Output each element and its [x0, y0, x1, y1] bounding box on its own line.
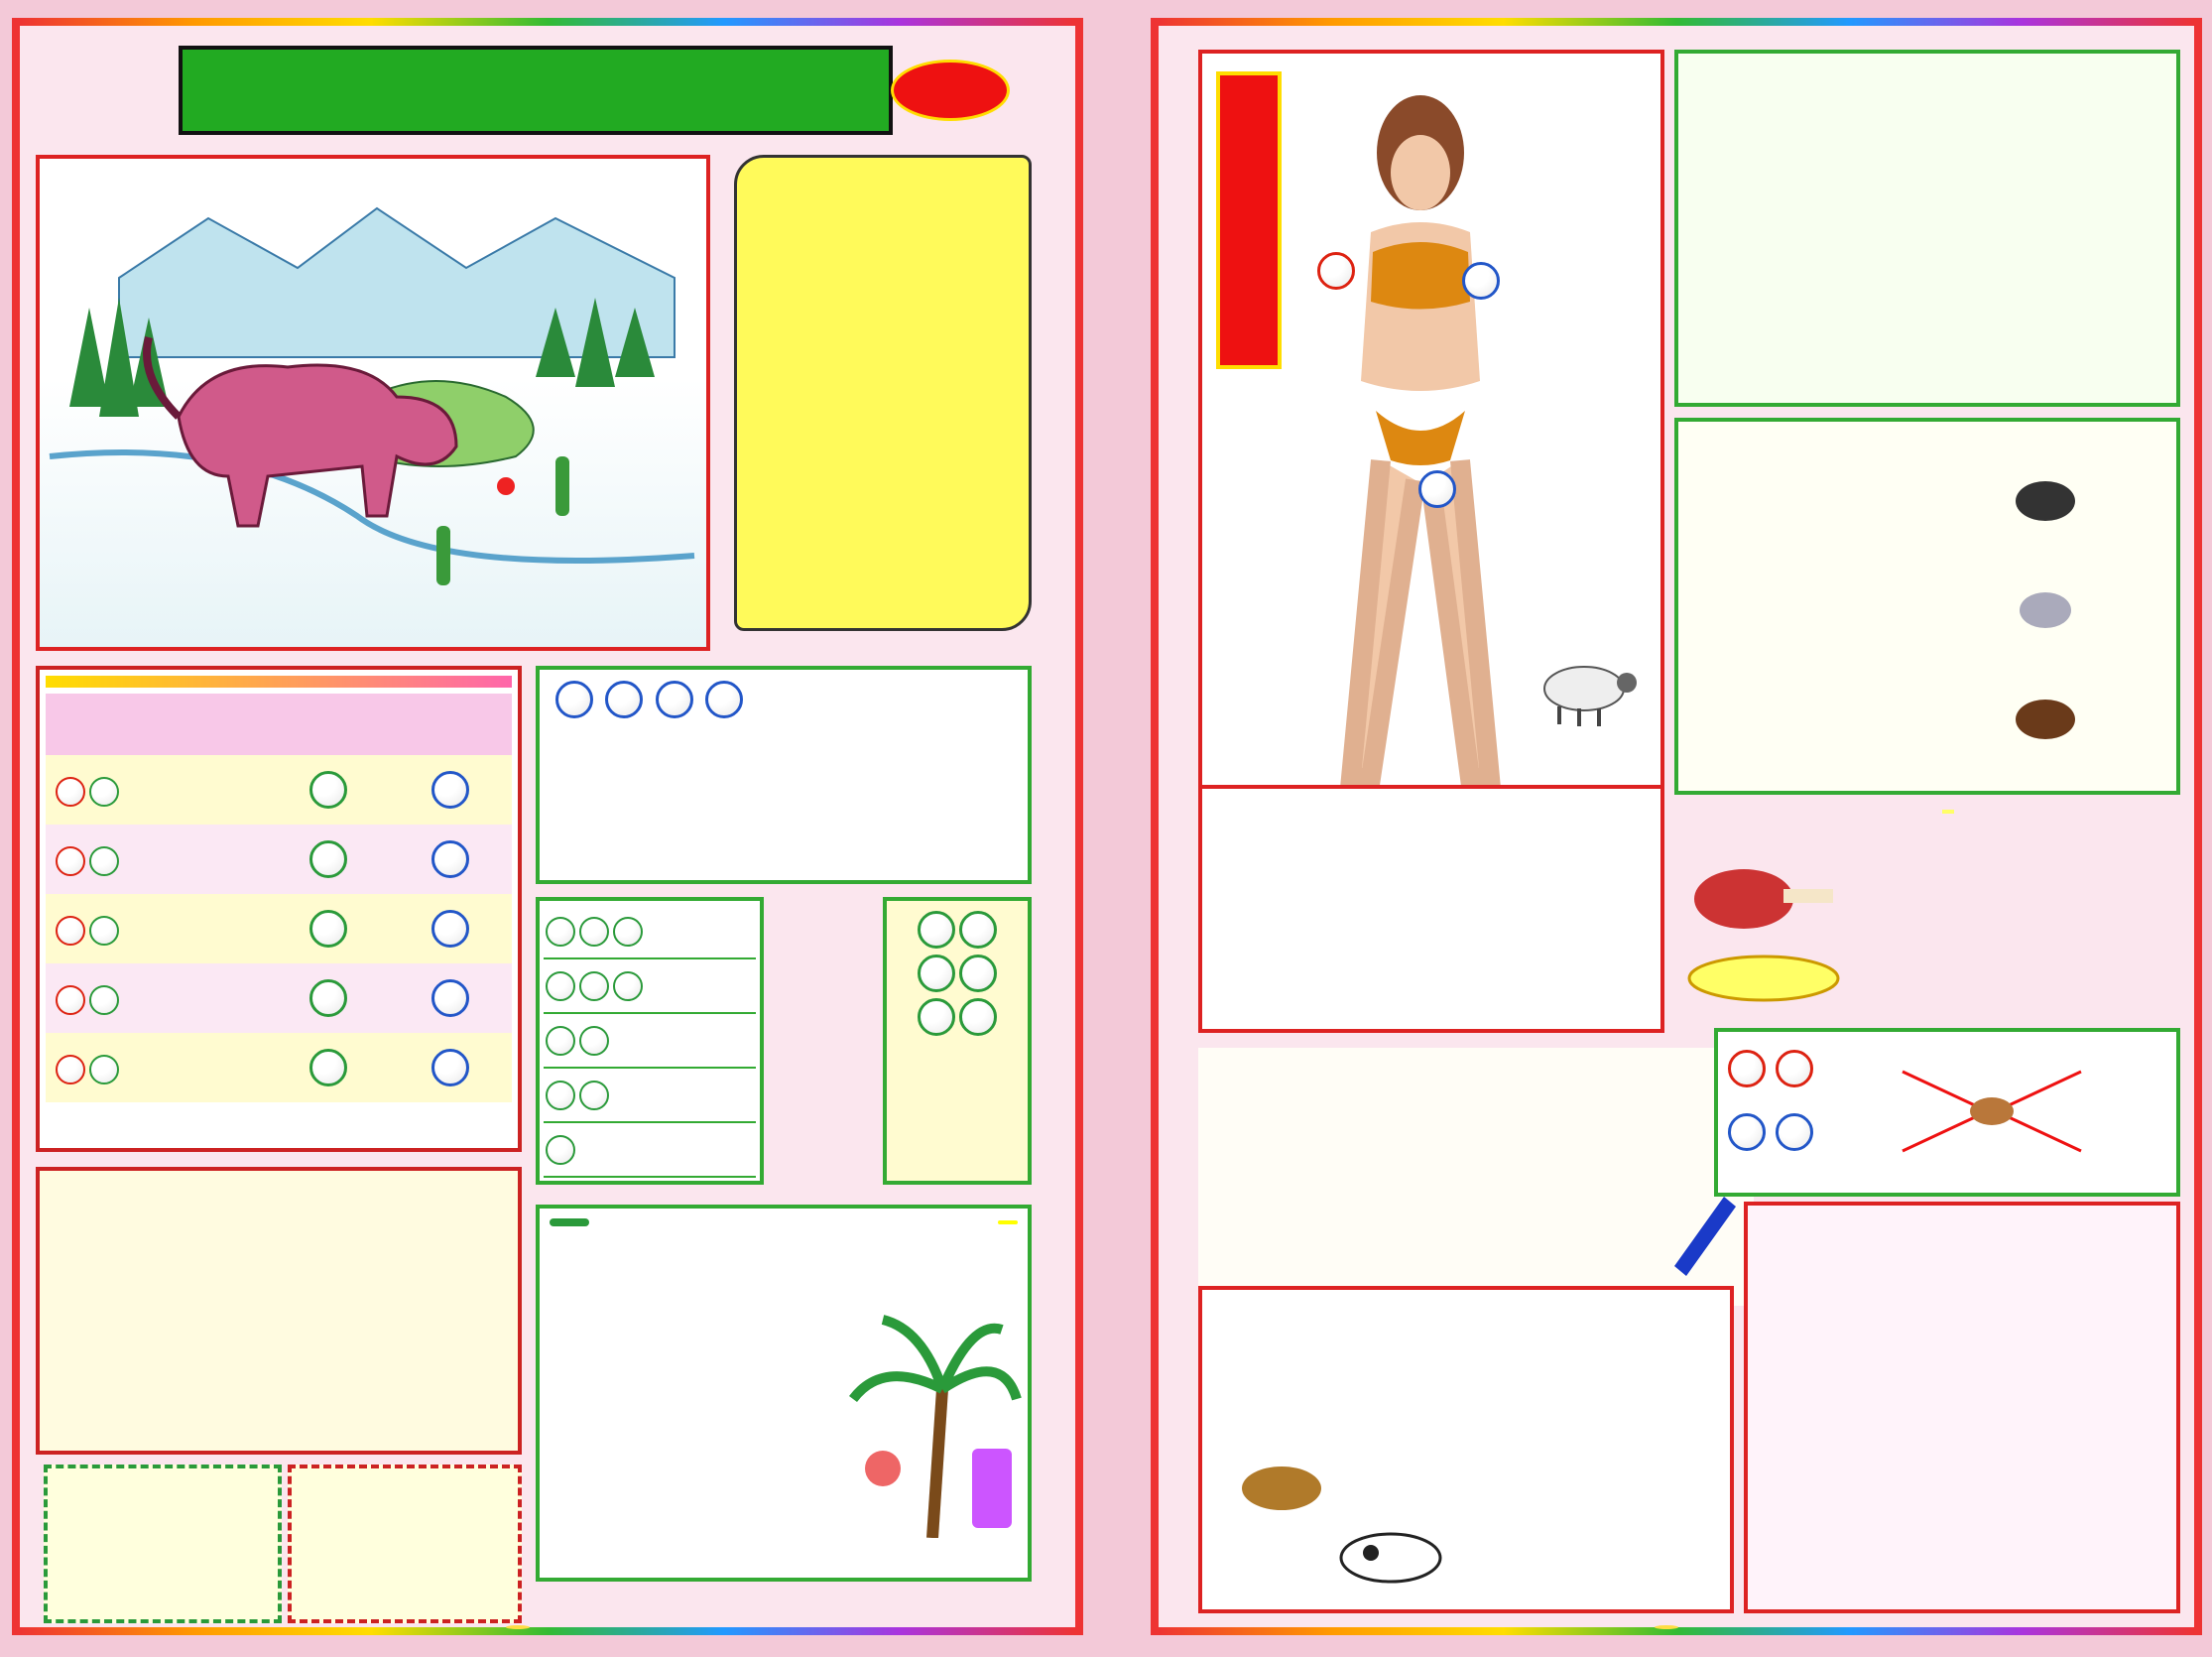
- touma-ball: [1728, 1113, 1766, 1151]
- trend-gate: [46, 894, 267, 963]
- lucky-cell: [163, 1318, 280, 1363]
- cold-cell: [390, 1033, 512, 1102]
- wave-ball: [918, 998, 955, 1036]
- wave-balls: [891, 998, 1024, 1036]
- cold-ball: [431, 771, 469, 809]
- range-end-ball: [89, 916, 119, 946]
- mini-ball: [613, 971, 643, 1001]
- hamster-arrows-icon: [1893, 1062, 2091, 1161]
- special-poem: [770, 897, 879, 1185]
- lucky-cell: [279, 1363, 396, 1409]
- trend-header: [46, 694, 267, 755]
- mini-row: [544, 1014, 756, 1069]
- wave-ball: [959, 998, 997, 1036]
- wave-balls: [891, 955, 1024, 992]
- trend-gate: [46, 1033, 267, 1102]
- big-small-box: [44, 1465, 282, 1623]
- trend-header: [390, 694, 512, 755]
- lucky-cell: [396, 1226, 513, 1272]
- mini-row: [544, 1123, 756, 1178]
- special-ball: [605, 681, 643, 718]
- range-start-ball: [56, 846, 85, 876]
- dog-illustration: [36, 155, 710, 651]
- bisheng-panel: [1674, 418, 2180, 795]
- mini-ball: [546, 1026, 575, 1056]
- lucky-row: [46, 1363, 512, 1409]
- lucky-cell: [396, 1363, 513, 1409]
- hot-ball: [309, 771, 347, 809]
- lucky-cell: [46, 1272, 163, 1318]
- mini-ball: [613, 917, 643, 947]
- photo-ball: [1317, 252, 1355, 290]
- trend-gate: [46, 755, 267, 825]
- hot-ball: [309, 979, 347, 1017]
- title-banner: [179, 46, 893, 135]
- mini-ball: [579, 1081, 609, 1110]
- monkey-cow-icon: [1222, 1449, 1460, 1597]
- model-figure-icon: [1291, 83, 1549, 798]
- shensuan-panel: [1674, 50, 2180, 407]
- mini-ball: [546, 971, 575, 1001]
- cold-ball: [431, 840, 469, 878]
- mini-list: [536, 897, 764, 1185]
- lucky-cell: [163, 1181, 280, 1226]
- lucky-panel: [36, 1167, 522, 1455]
- lucky-cell: [396, 1181, 513, 1226]
- range-end-ball: [89, 777, 119, 807]
- hot-ball: [309, 840, 347, 878]
- mini-ball: [579, 917, 609, 947]
- mini-ball: [579, 1026, 609, 1056]
- tou-ma-panel: [536, 666, 1032, 884]
- range-end-ball: [89, 985, 119, 1015]
- xinyu-panel: [1198, 785, 1664, 1033]
- odd-even-box: [288, 1465, 522, 1623]
- joke-smile: [998, 1220, 1018, 1224]
- lucky-cell: [46, 1318, 163, 1363]
- food-panel: [1674, 800, 2180, 1018]
- touma-ball: [1776, 1050, 1813, 1087]
- mini-ball: [546, 1081, 575, 1110]
- hot-cell: [267, 963, 389, 1033]
- trend-title: [46, 676, 512, 688]
- hot-ball: [309, 910, 347, 948]
- trend-header: [267, 694, 389, 755]
- wave-ball: [959, 955, 997, 992]
- cold-ball: [431, 1049, 469, 1086]
- year-block: [28, 38, 177, 117]
- animals-icon: [2006, 461, 2085, 759]
- joke-panel: [536, 1205, 1032, 1582]
- cold-cell: [390, 825, 512, 894]
- hot-cell: [267, 894, 389, 963]
- trend-row: [46, 825, 512, 894]
- wave-ball: [959, 911, 997, 949]
- lucky-cell: [46, 1181, 163, 1226]
- range-start-ball: [56, 1055, 85, 1084]
- cold-ball: [431, 910, 469, 948]
- mini-ball: [546, 1135, 575, 1165]
- range-end-ball: [89, 846, 119, 876]
- touma-ball: [1776, 1113, 1813, 1151]
- special-ball: [656, 681, 693, 718]
- issue-badge: [891, 60, 1010, 121]
- mini-ball: [546, 917, 575, 947]
- lucky-cell: [396, 1318, 513, 1363]
- touma-ball: [1728, 1050, 1766, 1087]
- trend-gate: [46, 963, 267, 1033]
- photo-ball: [1462, 262, 1500, 300]
- page-number: [506, 1625, 530, 1629]
- left-page: [12, 18, 1083, 1635]
- pen-icon: [1664, 1187, 1744, 1276]
- cold-cell: [390, 894, 512, 963]
- range-end-ball: [89, 1055, 119, 1084]
- mini-ball: [579, 971, 609, 1001]
- cold-cell: [390, 755, 512, 825]
- mini-row: [544, 1069, 756, 1123]
- lucky-row: [46, 1318, 512, 1363]
- hot-cell: [267, 755, 389, 825]
- hot-cell: [267, 1033, 389, 1102]
- lucky-cell: [279, 1272, 396, 1318]
- lucky-cell: [396, 1272, 513, 1318]
- dog-scene-icon: [40, 159, 706, 647]
- trend-row: [46, 963, 512, 1033]
- wave-ball: [918, 911, 955, 949]
- touma-diagram: [1863, 1038, 2121, 1187]
- range-start-ball: [56, 916, 85, 946]
- special-ball: [705, 681, 743, 718]
- lucky-cell: [279, 1226, 396, 1272]
- palm-tree-icon: [843, 1310, 1022, 1538]
- hot-ball: [309, 1049, 347, 1086]
- cold-cell: [390, 963, 512, 1033]
- range-start-ball: [56, 985, 85, 1015]
- food-dish: [1942, 810, 1954, 814]
- history-table: [1744, 1202, 2180, 1613]
- menglao-panel: [1198, 1048, 1754, 1306]
- lucky-cell: [279, 1181, 396, 1226]
- trend-table: [36, 666, 522, 1152]
- dianma-tag: [1216, 71, 1282, 369]
- sheep-icon: [1530, 649, 1649, 728]
- wave-balls: [891, 911, 1024, 949]
- trend-row: [46, 894, 512, 963]
- photo-panel: [1198, 50, 1664, 804]
- hot-cell: [267, 825, 389, 894]
- lucky-row: [46, 1181, 512, 1226]
- touma-panel: [1714, 1028, 2180, 1197]
- lucky-cell: [163, 1272, 280, 1318]
- lucky-cell: [163, 1363, 280, 1409]
- lucky-row: [46, 1226, 512, 1272]
- trend-row: [46, 755, 512, 825]
- scroll-panel: [734, 155, 1032, 631]
- wave-ball: [918, 955, 955, 992]
- lucky-cell: [279, 1318, 396, 1363]
- lucky-cell: [46, 1363, 163, 1409]
- joke-tag: [550, 1218, 589, 1226]
- lucky-row: [46, 1272, 512, 1318]
- special-ball: [555, 681, 593, 718]
- photo-ball: [1418, 470, 1456, 508]
- cold-ball: [431, 979, 469, 1017]
- lucky-cell: [163, 1226, 280, 1272]
- color-waves: [883, 897, 1032, 1185]
- trend-row: [46, 1033, 512, 1102]
- mini-row: [544, 959, 756, 1014]
- lucky-cell: [46, 1226, 163, 1272]
- page-number: [1655, 1625, 1678, 1629]
- food-plate-icon: [1684, 859, 1853, 1008]
- right-page: [1151, 18, 2202, 1635]
- mini-row: [544, 905, 756, 959]
- trend-gate: [46, 825, 267, 894]
- shengxiao-panel: [1198, 1286, 1734, 1613]
- range-start-ball: [56, 777, 85, 807]
